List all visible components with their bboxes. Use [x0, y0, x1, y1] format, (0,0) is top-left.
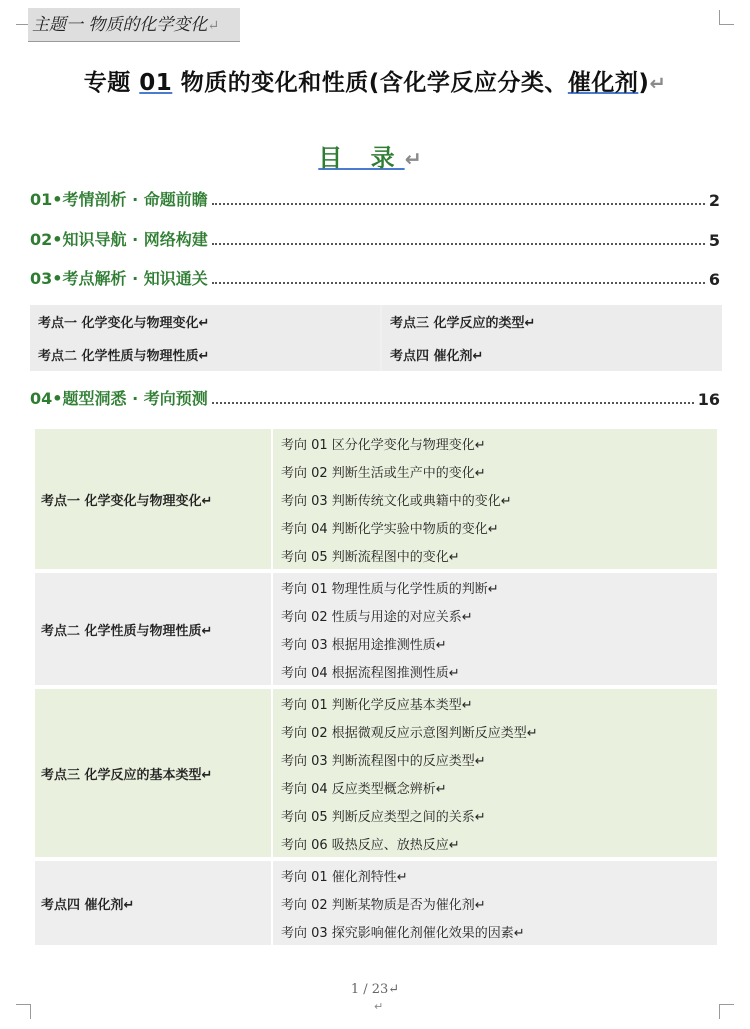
kaodian-cell: 考点四 催化剂↵	[382, 338, 722, 371]
title-suffix: )	[638, 70, 650, 96]
toc-entry-label: 01•考情剖析 · 命题前瞻	[30, 190, 208, 209]
header-text: 主题一 物质的化学变化	[32, 15, 208, 35]
toc-leader-dots	[212, 402, 694, 404]
kaoxiang-item: 考向 01 物理性质与化学性质的判断↵	[281, 581, 499, 597]
kaoxiang-table	[35, 425, 717, 949]
title-number: 01	[139, 70, 173, 96]
toc-heading-text: 目 录	[318, 144, 405, 172]
title-main: 物质的变化和性质(含化学反应分类、	[172, 70, 568, 96]
toc-entry-label: 03•考点解析 · 知识通关	[30, 269, 208, 288]
toc-entry[interactable]	[30, 385, 720, 409]
toc-entry[interactable]	[30, 265, 720, 289]
toc-entry-page: 2	[708, 191, 720, 210]
kaoxiang-list	[271, 689, 717, 857]
paragraph-mark: ↵	[649, 72, 667, 95]
kaodian-name: 考点三 化学反应的基本类型↵	[35, 689, 271, 857]
kaoxiang-list	[271, 573, 717, 685]
paragraph-mark: ↵	[207, 18, 220, 34]
kaoxiang-item: 考向 02 判断某物质是否为催化剂↵	[281, 897, 486, 913]
kaodian-grid	[30, 305, 720, 371]
corner-mark-bottom-right	[719, 1004, 734, 1019]
document-title	[0, 64, 750, 97]
table-row	[35, 429, 717, 569]
kaoxiang-item: 考向 01 催化剂特性↵	[281, 869, 408, 885]
paragraph-mark: ↵	[374, 1000, 384, 1013]
kaodian-name: 考点四 催化剂↵	[35, 861, 271, 945]
title-prefix: 专题	[83, 70, 140, 96]
toc-leader-dots	[212, 203, 705, 205]
toc-entry-page: 16	[697, 390, 720, 409]
toc-heading	[0, 138, 750, 173]
toc-leader-dots	[212, 243, 705, 245]
kaodian-name: 考点二 化学性质与物理性质↵	[35, 573, 271, 685]
kaoxiang-item: 考向 04 根据流程图推测性质↵	[281, 665, 460, 681]
kaoxiang-item: 考向 02 根据微观反应示意图判断反应类型↵	[281, 725, 538, 741]
toc-entry-page: 5	[708, 231, 720, 250]
kaoxiang-list	[271, 429, 717, 569]
page-header	[28, 8, 240, 42]
kaoxiang-item: 考向 03 探究影响催化剂催化效果的因素↵	[281, 925, 525, 941]
kaodian-cell: 考点一 化学变化与物理变化↵	[30, 305, 380, 338]
toc-entry-label: 02•知识导航 · 网络构建	[30, 230, 208, 249]
kaoxiang-item: 考向 03 根据用途推测性质↵	[281, 637, 447, 653]
toc-entry-page: 6	[708, 270, 720, 289]
toc-leader-dots	[212, 282, 705, 284]
kaodian-cell: 考点三 化学反应的类型↵	[382, 305, 722, 338]
table-row	[35, 689, 717, 857]
kaoxiang-item: 考向 05 判断流程图中的变化↵	[281, 549, 460, 565]
kaoxiang-item: 考向 01 区分化学变化与物理变化↵	[281, 437, 486, 453]
toc-entry[interactable]	[30, 186, 720, 210]
corner-mark-top-right	[719, 10, 734, 25]
kaodian-name: 考点一 化学变化与物理变化↵	[35, 429, 271, 569]
kaoxiang-item: 考向 03 判断传统文化或典籍中的变化↵	[281, 493, 512, 509]
kaoxiang-item: 考向 06 吸热反应、放热反应↵	[281, 837, 460, 853]
table-row	[35, 861, 717, 945]
kaodian-cell: 考点二 化学性质与物理性质↵	[30, 338, 380, 371]
title-underlined: 催化剂	[567, 70, 639, 96]
kaoxiang-item: 考向 04 判断化学实验中物质的变化↵	[281, 521, 499, 537]
kaoxiang-item: 考向 03 判断流程图中的反应类型↵	[281, 753, 486, 769]
page-number: 1 / 23↵	[350, 982, 400, 997]
toc-entry[interactable]	[30, 226, 720, 250]
kaoxiang-item: 考向 02 性质与用途的对应关系↵	[281, 609, 473, 625]
kaoxiang-item: 考向 04 反应类型概念辨析↵	[281, 781, 447, 797]
kaoxiang-list	[271, 861, 717, 945]
toc-entry-label: 04•题型洞悉 · 考向预测	[30, 389, 208, 408]
kaoxiang-item: 考向 01 判断化学反应基本类型↵	[281, 697, 473, 713]
paragraph-mark: ↵	[404, 147, 432, 171]
table-row	[35, 573, 717, 685]
corner-mark-bottom-left	[16, 1004, 31, 1019]
kaoxiang-item: 考向 02 判断生活或生产中的变化↵	[281, 465, 486, 481]
kaoxiang-item: 考向 05 判断反应类型之间的关系↵	[281, 809, 486, 825]
